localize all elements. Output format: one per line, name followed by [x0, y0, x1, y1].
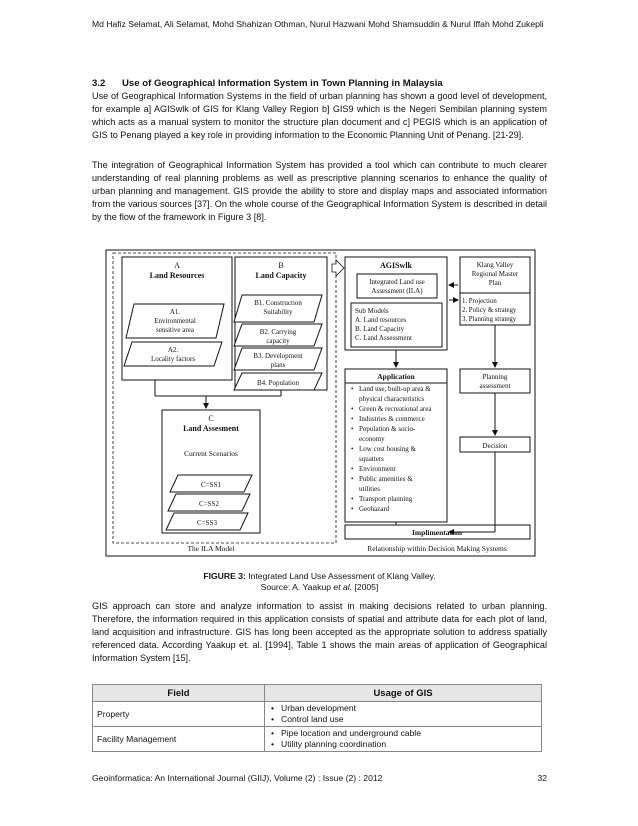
- agiswlk-title: AGISwlk: [379, 261, 413, 270]
- b2-line: B2. Carrying: [259, 328, 297, 336]
- klang-line: Plan: [488, 279, 502, 287]
- ila-line: Integrated Land use: [369, 278, 425, 286]
- section-number: 3.2: [92, 78, 106, 89]
- box-a-title: Land Resources: [149, 271, 205, 280]
- application-bullet: •: [351, 465, 354, 473]
- sub-model-line: Sub Models: [355, 307, 389, 315]
- application-title: Application: [377, 372, 415, 381]
- gis-usage-table: [92, 684, 542, 752]
- scenario-label: C=SS3: [197, 519, 217, 527]
- application-item: economy: [359, 435, 385, 443]
- implementation-label: Implimentation: [411, 528, 463, 537]
- table-row: [93, 702, 542, 727]
- b2-line: capacity: [266, 337, 290, 345]
- application-item: Green & recreational area: [359, 405, 432, 413]
- table-row: [93, 727, 542, 752]
- klang-item: 2. Policy & strategy: [462, 307, 517, 314]
- application-item: Land use, built-up area &: [359, 385, 431, 393]
- application-item: Low cost housing &: [359, 445, 416, 453]
- box-c-title: Land Assesment: [183, 424, 239, 433]
- caption-source: Source: A. Yaakup: [260, 582, 332, 592]
- application-bullet: •: [351, 385, 354, 393]
- usage-item: • Utility planning coordination: [281, 739, 537, 750]
- planning-assessment-line: Planning: [482, 373, 508, 381]
- klang-line: Klang Valley: [476, 261, 514, 269]
- paragraph-2: The integration of Geographical Information System has provided a tool which can contribute to much clearer understanding of real planning problems as well as prescriptive planning scenarios to enhance the quality of urban planning and management. GIS provide the ability to store and display maps and associated information from the various sources [37]. On the whole course of the Geographical Information System is described in detail by the flow of the framework in Figure 3 [8].: [92, 160, 547, 222]
- application-item: Geohazard: [359, 505, 390, 513]
- box-b-title: Land Capacity: [255, 271, 307, 280]
- a1-line: Environmental: [154, 317, 196, 325]
- a1-line: sensitive area: [156, 326, 194, 334]
- sub-model-line: B. Land Capacity: [355, 325, 405, 333]
- application-bullet: •: [351, 445, 354, 453]
- box-a-letter: A: [174, 261, 180, 270]
- table-header-row: [93, 685, 542, 702]
- klang-line: Regional Master: [471, 270, 519, 278]
- caption-source-year: [2005]: [354, 582, 379, 592]
- application-bullet: •: [351, 425, 354, 433]
- table-cell-field: Property: [93, 702, 265, 727]
- table-cell-usage: [265, 727, 542, 752]
- usage-item: • Control land use: [281, 714, 537, 725]
- application-bullet: •: [351, 405, 354, 413]
- relationship-label: Relationship within Decision Making Systems: [367, 544, 507, 553]
- application-item: squatters: [359, 455, 384, 463]
- application-item: Transport planning: [359, 495, 413, 503]
- caption-source-etal: et al.: [333, 582, 353, 592]
- paragraph-1: Use of Geographical Information Systems in the field of urban planning has shown a good level of development, for example a] AGISwlk of GIS for Klang Valley Region b] GIS9 which is the Negeri Sembilan planning system which acts as a manual system to monitor the structure plan document and c] PEGIS which is an application of GIS to Penang played a key role in providing information to the Economic Planning Unit of Penang. [21-29].: [92, 91, 547, 140]
- application-bullet: •: [351, 495, 354, 503]
- a2-line: Locality factors: [150, 355, 196, 363]
- running-header: Md Hafiz Selamat, Ali Selamat, Mohd Shahizan Othman, Nurul Hazwani Mohd Shamsuddin & Nurul Iffah Mohd Zukepli: [92, 19, 544, 29]
- paragraph-3: GIS approach can store and analyze information to assist in making decisions related to urban planning. Therefore, the information required in this application consists of spatial and attribute data for each plot of land, land acquisition and infrastructure. GIS has long been accepted as the appropriate solution to address spatially referenced data. According Yaakup et. al. [1994], Table 1 shows the main areas of application of Geographical Information System [15].: [92, 601, 547, 663]
- a1-line: A1.: [169, 308, 181, 316]
- application-item: utilities: [359, 485, 380, 493]
- b3-line: plans: [270, 361, 286, 369]
- klang-item: 3. Planning strategy: [462, 316, 517, 323]
- table-cell-field: Facility Management: [93, 727, 265, 752]
- box-c-letter: C: [208, 414, 214, 423]
- arrow-to-agiswlk: [332, 260, 344, 276]
- caption-text: Integrated Land Use Assessment of Klang Valley.: [248, 571, 436, 581]
- decision-label: Decision: [482, 442, 508, 450]
- application-bullet: •: [351, 475, 354, 483]
- figure-caption: [92, 571, 547, 593]
- application-item: Industries & commerce: [359, 415, 425, 423]
- section-heading: [92, 78, 443, 89]
- b1-line: B1. Construction: [254, 299, 302, 307]
- table-cell-usage: [265, 702, 542, 727]
- b3-line: B3. Development: [253, 352, 303, 360]
- klang-item: 1. Projection: [462, 298, 497, 305]
- usage-item: • Pipe location and underground cable: [281, 728, 537, 739]
- current-scenarios-label: Current Scenarios: [184, 449, 238, 458]
- sub-model-line: A. Land resources: [355, 316, 407, 324]
- ila-line: Assessment (ILA): [371, 287, 423, 295]
- application-item: Environment: [359, 465, 396, 473]
- footer-journal: Geoinformatica: An International Journal (GIIJ), Volume (2) : Issue (2) : 2012: [92, 773, 383, 783]
- application-bullet: •: [351, 415, 354, 423]
- framework-diagram: [92, 240, 542, 562]
- application-item: Public amenities &: [359, 475, 413, 483]
- application-list: [351, 385, 432, 513]
- b4-label: B4. Population: [256, 379, 300, 387]
- ila-model-label: The ILA Model: [187, 544, 235, 553]
- application-item: physical characteristics: [359, 395, 425, 403]
- section-title: Use of Geographical Information System in Town Planning in Malaysia: [122, 78, 443, 89]
- b1-line: Suitability: [263, 308, 293, 316]
- caption-label: FIGURE 3:: [203, 571, 246, 581]
- scenario-label: C=SS2: [199, 500, 219, 508]
- scenario-label: C=SS1: [201, 481, 221, 489]
- page-footer: [92, 773, 547, 783]
- planning-assessment-line: assessment: [479, 382, 511, 390]
- table-header-usage: Usage of GIS: [265, 685, 542, 702]
- application-item: Population & socio-: [359, 425, 416, 433]
- table-header-field: Field: [93, 685, 265, 702]
- figure-3-diagram: [92, 240, 542, 567]
- box-b-letter: B: [278, 261, 284, 270]
- a2-line: A2.: [167, 346, 179, 354]
- sub-model-line: C. Land Assessment: [355, 334, 412, 342]
- application-bullet: •: [351, 505, 354, 513]
- usage-item: • Urban development: [281, 703, 537, 714]
- page-number: 32: [537, 773, 547, 783]
